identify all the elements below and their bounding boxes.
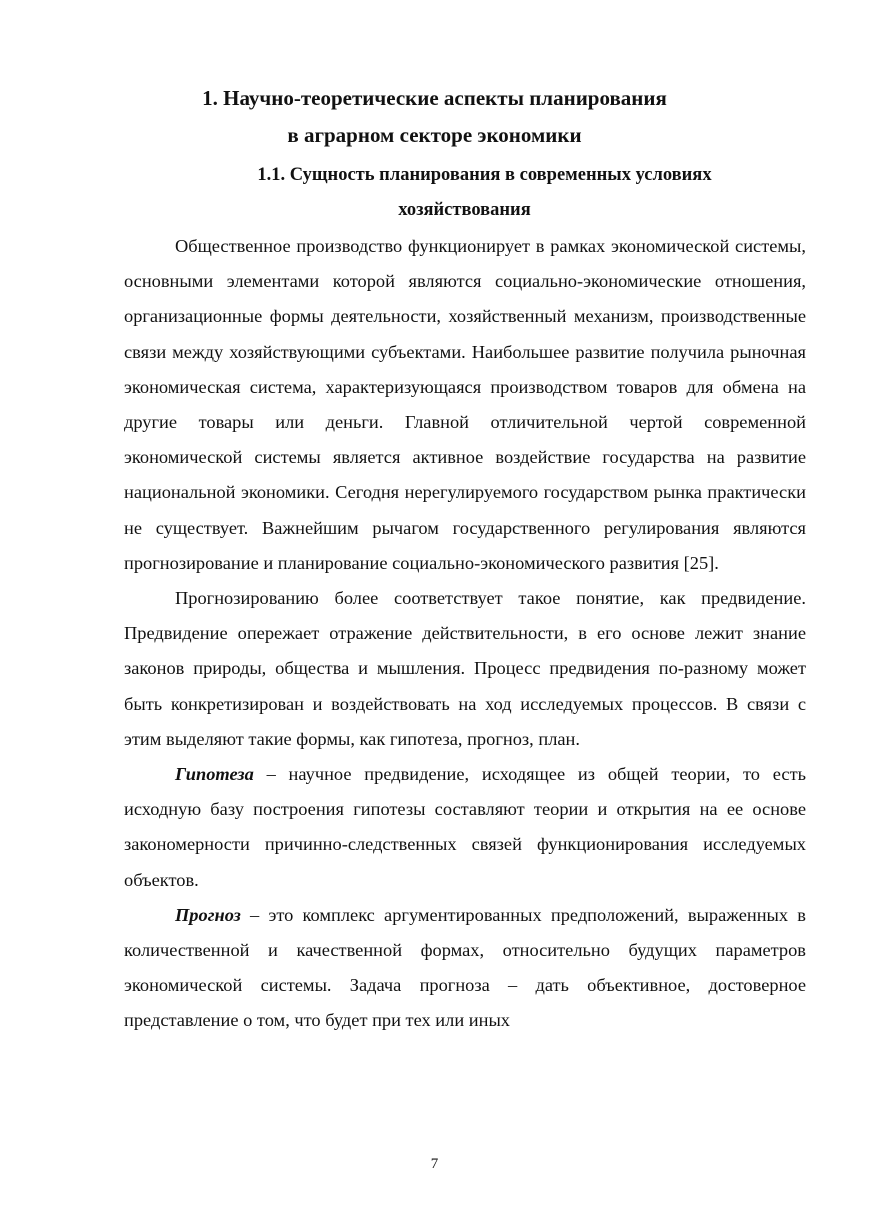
paragraph-2: Прогнозированию более соответствует такое понятие, как предвидение. Предвидение опережает отражение действительности, в его основе лежит знание законов природы, общества и мышления. Процесс предвидения по-разному может быть конкретизирован и воздействовать на ход исследуемых процессов. В связи с этим выделяют такие формы, как гипотеза, прогноз, план. — [124, 588, 806, 749]
paragraph-4-text: – это комплекс аргументированных предположений, выраженных в количественной и качественной формах, относительно будущих параметров экономической системы. Задача прогноза – дать объективное, достоверное представление о том, что будет при тех или иных — [124, 904, 806, 1031]
chapter-title-line-1: 1. Научно-теоретические аспекты планирования — [202, 86, 667, 110]
term-hypothesis: Гипотеза — [175, 764, 254, 785]
page-number: 7 — [430, 1156, 439, 1172]
section-title-line-2: хозяйствования — [398, 200, 531, 220]
body-text — [124, 229, 806, 1039]
term-forecast: Прогноз — [175, 904, 241, 925]
paragraph-3 — [124, 757, 806, 898]
paragraph-4 — [124, 898, 806, 1039]
section-title-line-1: 1.1. Сущность планирования в современных условиях — [257, 165, 712, 185]
chapter-title-line-2: в аграрном секторе экономики — [287, 123, 582, 147]
paragraph-1: Общественное производство функционирует в рамках экономической системы, основными элементами которой являются социально-экономические отношения, организационные формы деятельности, хозяйственный механизм, производственные связи между хозяйствующими субъектами. Наибольшее развитие получила рыночная экономическая система, характеризующаяся производством товаров для обмена на другие товары или деньги. Главной отличительной чертой современной экономической системы является активное воздействие государства на развитие национальной экономики. Сегодня нерегулируемого государством рынка практически не существует. Важнейшим рычагом государственного регулирования являются прогнозирование и планирование социально-экономического развития [25]. — [124, 236, 806, 573]
paragraph-3-text: – научное предвидение, исходящее из общей теории, то есть исходную базу построения гипотезы составляют теории и открытия на ее основе закономерности причинно-следственных связей функционирования исследуемых объектов. — [124, 764, 806, 890]
